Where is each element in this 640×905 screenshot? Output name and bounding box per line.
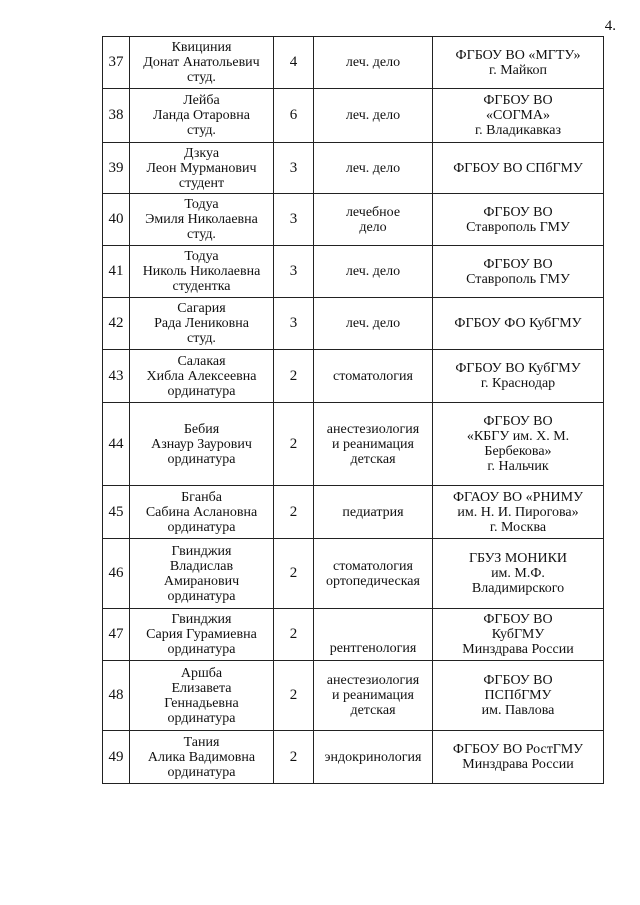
university-line: «КБГУ им. Х. М. <box>466 429 570 444</box>
specialty-line: стоматология <box>333 368 413 384</box>
participant-name-line: ординатура <box>167 710 236 726</box>
course-year: 2 <box>274 609 314 661</box>
table-row <box>103 350 604 403</box>
table-row <box>103 731 604 784</box>
table-row <box>103 403 604 486</box>
specialty-cell <box>314 403 433 486</box>
university-line: ФГАОУ ВО «РНИМУ <box>452 489 584 505</box>
participant-name-line: Тодуа <box>184 197 219 212</box>
university-cell <box>433 661 604 731</box>
participant-name-cell <box>130 298 274 350</box>
participant-name-line: Николь Николаевна <box>142 264 261 279</box>
participant-name-line: ординатура <box>167 451 236 467</box>
row-number: 48 <box>103 661 130 731</box>
specialty-cell <box>314 246 433 298</box>
row-number: 45 <box>103 486 130 539</box>
participant-name-cell <box>130 609 274 661</box>
specialty-line: леч. дело <box>345 264 401 279</box>
row-number: 39 <box>103 143 130 194</box>
participant-name-line: Алика Вадимовна <box>147 749 256 765</box>
participant-name-line: Бебия <box>183 421 220 437</box>
specialty-line: леч. дело <box>345 108 401 123</box>
participant-name-line: Бганба <box>181 489 222 505</box>
university-line: ФГБОУ ВО «МГТУ» <box>455 47 581 63</box>
university-line: им. М.Ф. <box>491 566 545 581</box>
course-year: 4 <box>274 37 314 89</box>
university-line: КубГМУ <box>491 627 545 642</box>
university-cell <box>433 731 604 784</box>
university-cell <box>433 37 604 89</box>
specialty-line: эндокринология <box>324 749 422 765</box>
participant-name-line: Сария Гурамиевна <box>146 627 257 642</box>
university-line: ФГБОУ ВО <box>483 204 553 220</box>
participant-name-line: Эмиля Николаевна <box>145 212 258 227</box>
specialty-line: и реанимация <box>332 436 414 452</box>
participant-name-line: студ. <box>187 70 216 85</box>
course-year: 2 <box>274 539 314 609</box>
university-line: ФГБОУ ВО КубГМУ <box>455 361 581 376</box>
university-line: «СОГМА» <box>486 108 550 123</box>
participant-name-line: ординатура <box>167 588 236 604</box>
row-number: 44 <box>103 403 130 486</box>
specialty-line: и реанимация <box>332 688 414 703</box>
table-row <box>103 246 604 298</box>
row-number: 47 <box>103 609 130 661</box>
course-year: 6 <box>274 89 314 143</box>
participant-name-line: Сагария <box>177 301 226 316</box>
university-line: ФГБОУ ФО КубГМУ <box>454 316 582 331</box>
participant-name-line: ординатура <box>167 642 236 657</box>
table-row <box>103 661 604 731</box>
participant-name-cell <box>130 143 274 194</box>
participant-name-line: студентка <box>172 279 231 294</box>
university-cell <box>433 609 604 661</box>
university-line: им. Павлова <box>481 703 555 718</box>
participant-name-line: Амиранович <box>163 573 240 589</box>
university-line: ФГБОУ ВО <box>483 414 553 429</box>
table-row <box>103 298 604 350</box>
university-line: г. Москва <box>489 519 547 535</box>
participant-name-line: Аршба <box>180 665 223 681</box>
university-cell <box>433 403 604 486</box>
row-number: 41 <box>103 246 130 298</box>
specialty-cell <box>314 486 433 539</box>
participant-name-line: Рада Лениковна <box>154 316 249 331</box>
participant-name-line: Лейба <box>183 93 220 108</box>
participant-name-line: студ. <box>187 123 216 138</box>
specialty-cell <box>314 661 433 731</box>
course-year: 3 <box>274 246 314 298</box>
university-cell <box>433 539 604 609</box>
participant-name-cell <box>130 37 274 89</box>
row-number: 42 <box>103 298 130 350</box>
participant-name-line: Дзкуа <box>183 145 220 161</box>
participant-name-cell <box>130 731 274 784</box>
specialty-cell <box>314 143 433 194</box>
university-cell <box>433 194 604 246</box>
participant-name-cell <box>130 661 274 731</box>
row-number: 43 <box>103 350 130 403</box>
university-line: Владимирского <box>471 581 565 596</box>
university-cell <box>433 486 604 539</box>
specialty-line: лечебное <box>345 204 401 220</box>
specialty-cell <box>314 298 433 350</box>
university-cell <box>433 298 604 350</box>
specialty-line: анестезиология <box>326 673 420 688</box>
participant-name-line: Елизавета <box>171 680 232 696</box>
participant-name-line: Донат Анатольевич <box>143 55 260 70</box>
table-row <box>103 609 604 661</box>
row-number: 40 <box>103 194 130 246</box>
participant-name-line: Леон Мурманович <box>146 160 257 176</box>
course-year: 3 <box>274 298 314 350</box>
university-line: Минздрава России <box>462 642 574 657</box>
course-year: 3 <box>274 194 314 246</box>
specialty-line: рентгенология <box>329 641 417 656</box>
course-year: 2 <box>274 486 314 539</box>
participant-name-cell <box>130 246 274 298</box>
participant-name-line: Квициния <box>171 40 232 55</box>
participant-name-line: Тодуа <box>184 249 219 264</box>
participant-name-line: ординатура <box>167 383 236 399</box>
university-line: ПСПбГМУ <box>484 688 552 703</box>
participant-name-line: Хибла Алексеевна <box>146 368 257 384</box>
course-year: 2 <box>274 403 314 486</box>
university-line: ФГБОУ ВО <box>483 93 553 108</box>
university-line: ФГБОУ ВО <box>483 673 553 688</box>
participant-name-line: студент <box>178 175 225 191</box>
university-line: ФГБОУ ВО <box>483 612 553 627</box>
specialty-line: детская <box>350 451 396 467</box>
table-row <box>103 143 604 194</box>
participant-name-line: студ. <box>187 331 216 346</box>
specialty-cell <box>314 37 433 89</box>
specialty-line: педиатрия <box>342 504 404 520</box>
participant-name-line: Тания <box>183 734 220 750</box>
university-cell <box>433 350 604 403</box>
university-line: Минздрава России <box>462 757 574 772</box>
participant-name-line: студ. <box>187 227 216 242</box>
participants-table <box>102 36 604 784</box>
university-cell <box>433 143 604 194</box>
participant-name-line: Салакая <box>177 353 226 369</box>
university-line: Ставрополь ГМУ <box>466 271 570 287</box>
specialty-line: ортопедическая <box>326 573 420 589</box>
participant-name-line: Азнаур Заурович <box>151 436 252 452</box>
row-number: 38 <box>103 89 130 143</box>
table-row <box>103 89 604 143</box>
page-number: 4. <box>604 18 616 34</box>
participant-name-line: ординатура <box>167 764 236 780</box>
participant-name-cell <box>130 194 274 246</box>
course-year: 2 <box>274 350 314 403</box>
participant-name-cell <box>130 350 274 403</box>
participant-name-line: Сабина Аслановна <box>145 504 258 520</box>
university-cell <box>433 89 604 143</box>
participant-name-line: Владислав <box>169 558 234 574</box>
specialty-cell <box>314 350 433 403</box>
specialty-line: стоматология <box>333 558 413 574</box>
university-line: г. Нальчик <box>487 459 549 474</box>
participant-name-line: Гвинджия <box>171 612 232 627</box>
table-row <box>103 37 604 89</box>
participant-name-line: Геннадьевна <box>164 695 239 711</box>
specialty-line: детская <box>350 703 396 718</box>
row-number: 49 <box>103 731 130 784</box>
table-row <box>103 539 604 609</box>
university-line: Бербекова» <box>484 444 552 459</box>
university-line: г. Майкоп <box>489 62 547 78</box>
course-year: 3 <box>274 143 314 194</box>
participant-name-line: Ланда Отаровна <box>153 108 250 123</box>
university-line: ФГБОУ ВО РостГМУ <box>452 742 584 757</box>
row-number: 46 <box>103 539 130 609</box>
participant-name-cell <box>130 486 274 539</box>
specialty-cell <box>314 609 433 661</box>
table-row <box>103 194 604 246</box>
specialty-cell <box>314 89 433 143</box>
university-line: Ставрополь ГМУ <box>466 219 570 235</box>
participant-name-line: Гвинджия <box>171 543 232 559</box>
participant-name-cell <box>130 539 274 609</box>
university-line: им. Н. И. Пирогова» <box>457 504 579 520</box>
specialty-line: леч. дело <box>345 316 401 331</box>
course-year: 2 <box>274 661 314 731</box>
specialty-line: леч. дело <box>345 55 401 70</box>
specialty-cell <box>314 194 433 246</box>
university-line: ФГБОУ ВО <box>483 256 553 272</box>
table-row <box>103 486 604 539</box>
participant-name-cell <box>130 89 274 143</box>
specialty-line: леч. дело <box>345 160 401 176</box>
row-number: 37 <box>103 37 130 89</box>
specialty-line: анестезиология <box>326 421 420 437</box>
course-year: 2 <box>274 731 314 784</box>
participant-name-cell <box>130 403 274 486</box>
specialty-line: дело <box>359 219 387 235</box>
university-cell <box>433 246 604 298</box>
specialty-cell <box>314 731 433 784</box>
university-line: ГБУЗ МОНИКИ <box>468 551 568 566</box>
specialty-cell <box>314 539 433 609</box>
university-line: г. Краснодар <box>480 376 556 391</box>
participant-name-line: ординатура <box>167 519 236 535</box>
university-line: ФГБОУ ВО СПбГМУ <box>453 160 583 176</box>
university-line: г. Владикавказ <box>474 123 562 138</box>
